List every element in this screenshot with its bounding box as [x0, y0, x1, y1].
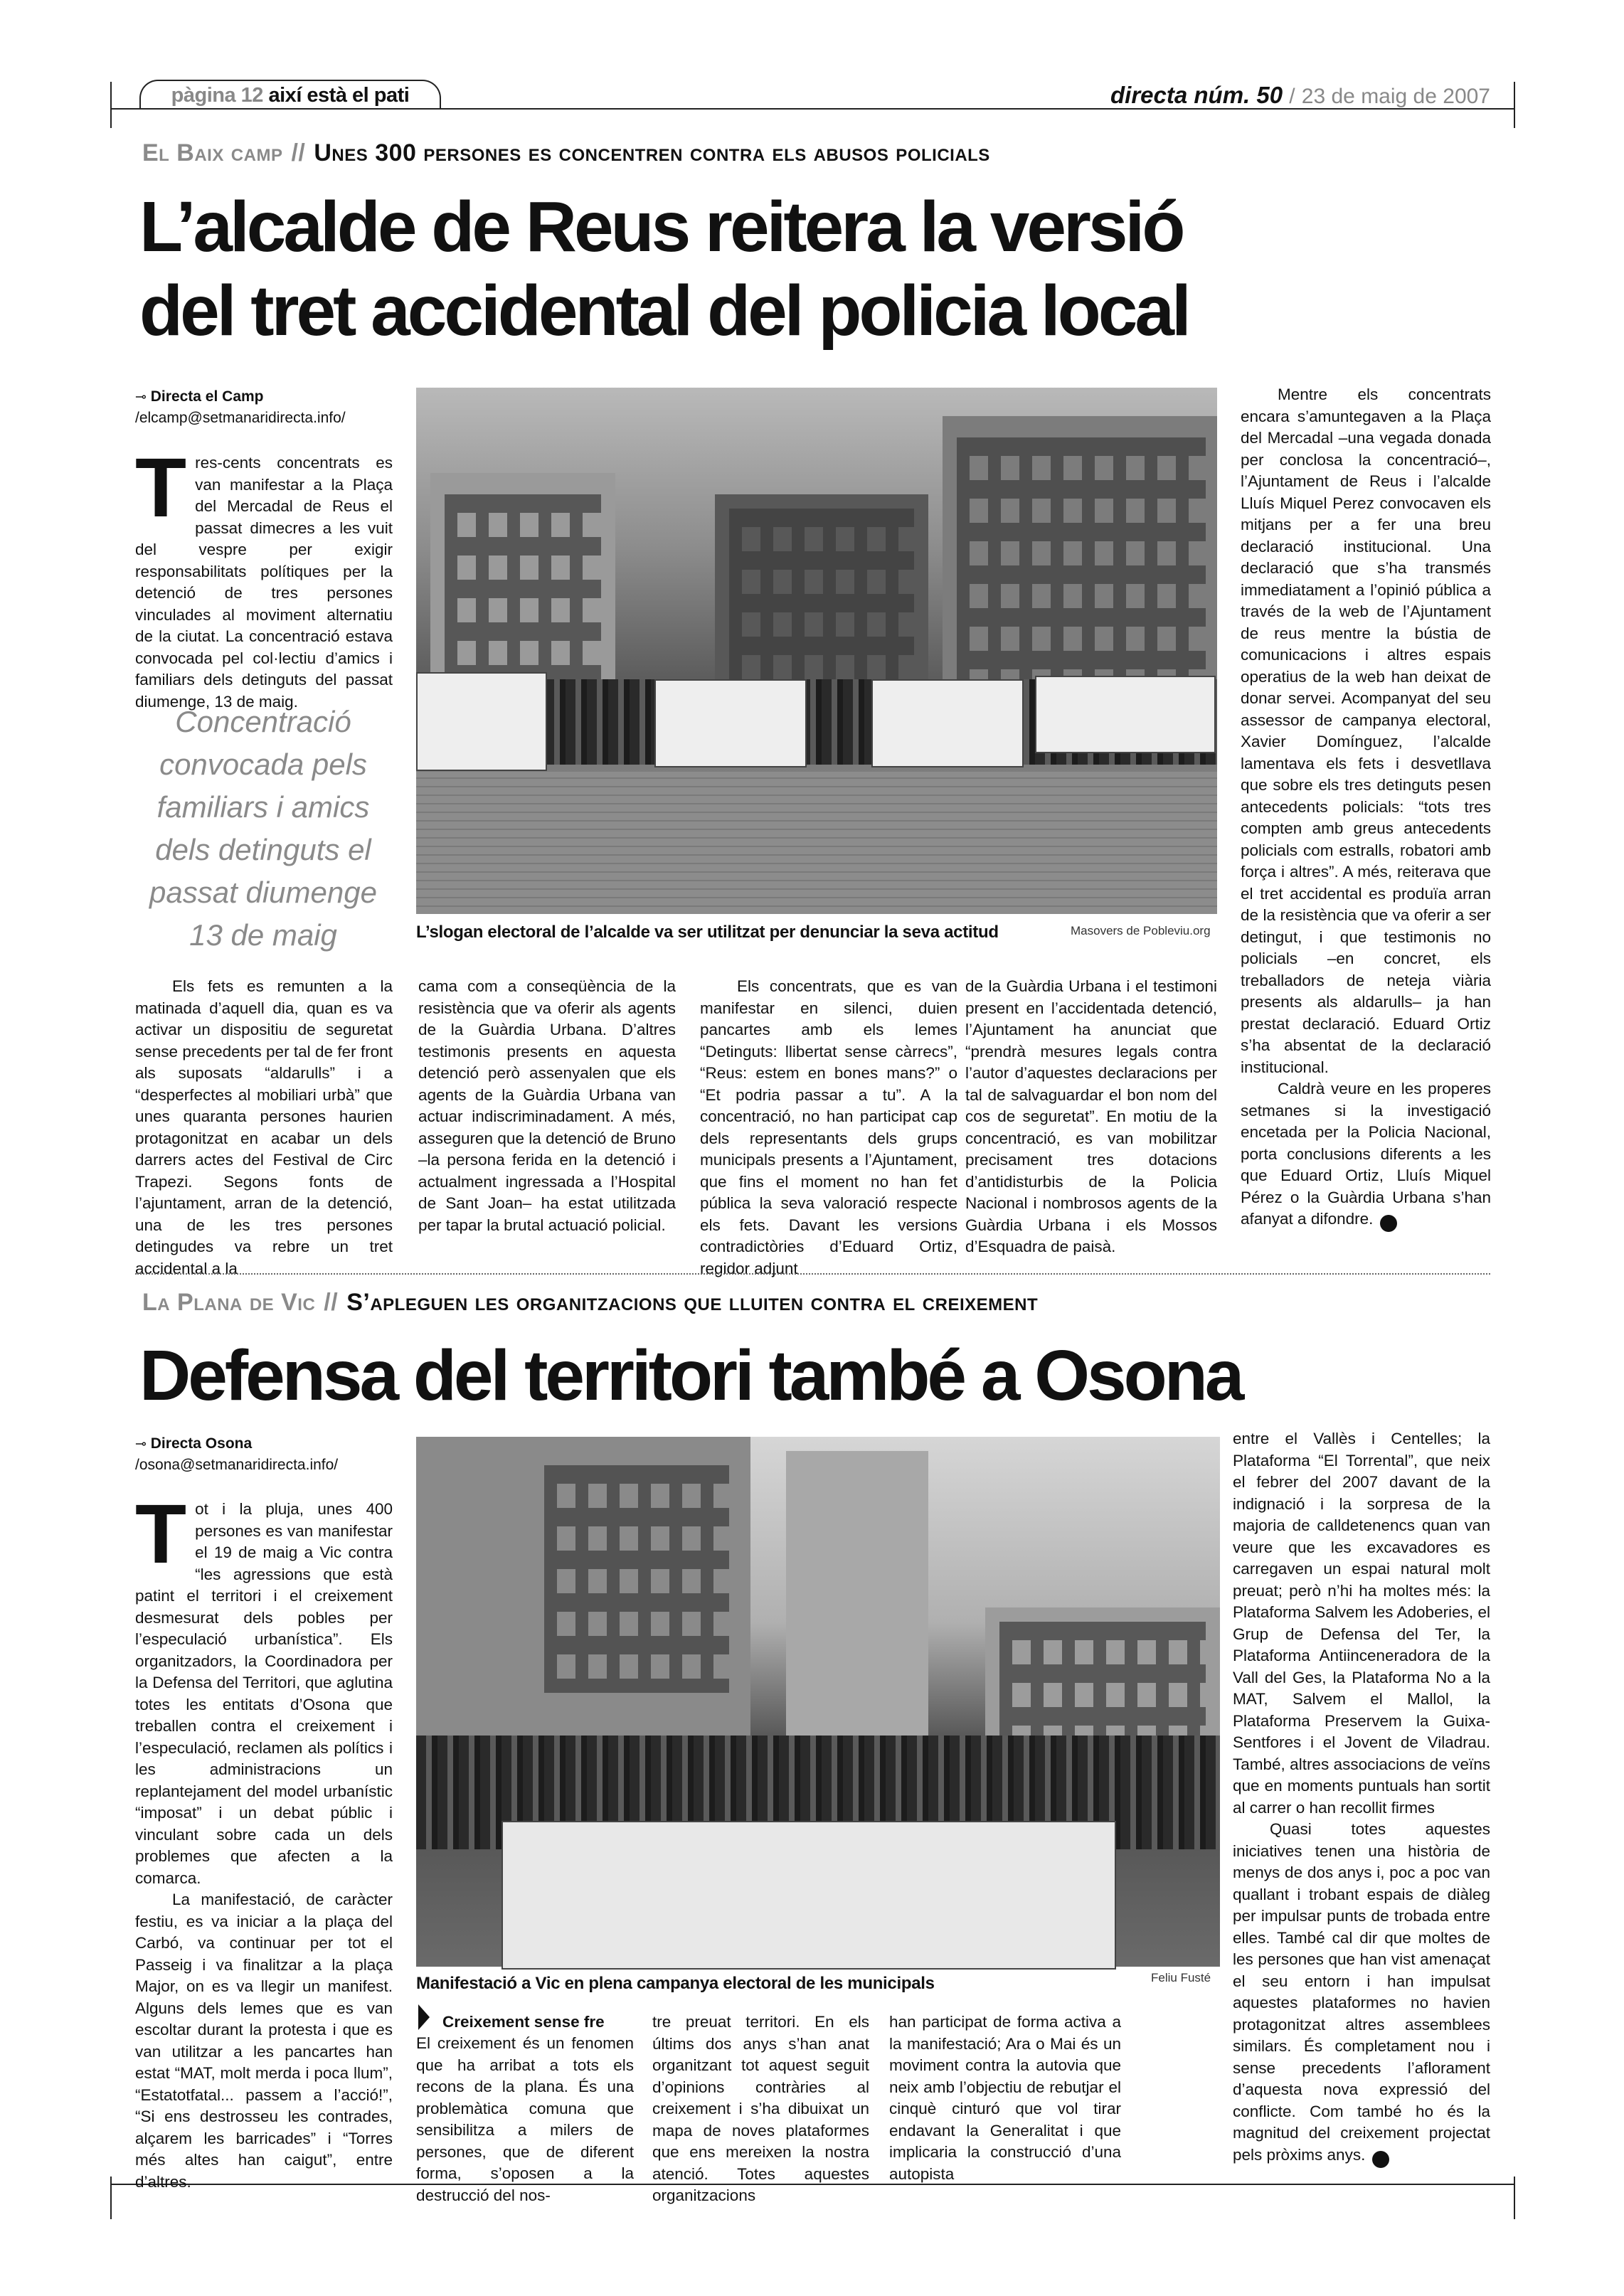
issue-info — [1110, 81, 1490, 111]
article2-column-3 — [652, 2011, 869, 2204]
article1-right-column — [1241, 384, 1491, 1266]
kicker-section: El Baix camp — [142, 139, 283, 166]
article1-kicker — [142, 139, 990, 167]
paragraph: entre el Vallès i Centelles; la Plataforma “El Torrental”, que neix el febrer del 2007 davant de la indignació i la sorpresa de la majoria de calldetenencs quan van veure que les excavadores es carregaven un espai natural molt preuat; però n’hi ha moltes més: la Plataforma Salvem les Adoberies, el Grup de Defensa del Ter, la Plataforma Antiinceneradora de la Vall del Ges, la Plataforma No a la MAT, Salvem el Mallol, la Plataforma Preservem la Guixa-Sentfores i el Jovent de Viladrau. També, altres associacions de veïns que en moments puntuals han sortit al carrer o han recollit firmes — [1233, 1430, 1490, 1817]
paragraph: Els fets es remunten a la matinada d’aquell dia, quan es va activar un dispositiu de seguretat sense precedents per tal de fer front als suposats “aldarulls” i a “desperfectes al mobiliari urbà” que unes quaranta persones haurien protagonitzat en acabar un dels darrers actes del Festival de Circ Trapezi. Segons fonts de l’ajuntament, arran de la detenció, una de les tres persones detingudes va rebre un tret accidental a la — [135, 977, 393, 1277]
left-margin-rule — [110, 82, 112, 128]
article1-column-1 — [135, 976, 393, 1277]
article1-headline-line2: del tret accidental del policia local — [139, 271, 1189, 351]
paragraph — [1233, 1819, 1490, 2168]
photo-banner — [654, 679, 807, 767]
kicker-text: Unes 300 persones es concentren contra els abusos policials — [314, 139, 990, 166]
photo-windows — [999, 1622, 1206, 1736]
paragraph: Mentre els concentrats encara s’amuntegaven a la Plaça del Mercadal –una vegada donada per conclosa la concentració–, l’Ajuntament de Reus i l’alcalde Lluís Miquel Perez convocaven els mitjans per a fer una breu declaració institucional. Una declaració que s’ha transmés immediatament a l’opinió pública a través de la web de l’Ajuntament de reus mentre la bústia de comunicacions i altres espais operatius de la web han deixat de donar servei. Acompanyat del seu assessor de campanya electoral, Xavier Domínguez, l’alcalde lamentava els fets i desvetllava que sobre els tres detinguts pesen antecedents policials: “tots tres compten amb greus antecedents policials com estralls, robatori amb força i altres”. A més, reiterava que el tret accidental es produïa arran de la resistència que va oferir a ser detingut, i que testimonis no policials –en concret, els treballadors de neteja viària presents als aldarulls– ja han prestat declaració. Eduard Ortiz s’ha absentat de la declaració institucional. — [1241, 386, 1491, 1076]
end-of-article-icon: d — [1380, 1215, 1397, 1232]
article-separator — [135, 1273, 1490, 1275]
pull-quote: Concentració convocada pels familiars i amics dels detinguts el passat diumenge 13 de maig — [149, 705, 377, 952]
article2-photo-credit: Feliu Fusté — [1151, 1971, 1211, 1984]
paragraph: El creixement és un fenomen que ha arribat a tots els recons de la plana. És una problemàtica comuna que sensibilitza a milers de persones, que de diferent forma, s’oposen a la destrucció del nos- — [416, 2034, 634, 2204]
article2-byline — [135, 1433, 398, 1475]
byline-author: Directa Osona — [150, 1435, 253, 1452]
publication-name: directa núm. 50 — [1110, 82, 1283, 108]
photo-banner — [1035, 676, 1216, 753]
paragraph: de la Guàrdia Urbana i el testimoni present en l’accidentada detenció, l’Ajuntament ha anunciat que “prendrà mesures legals contra l’autor d’aquestes declaracions per tal de salvaguardar el bon nom del cos de seguretat”. En motiu de la concentració, es van mobilitzar precisament tres dotacions d’antidisturbis de la Policia Nacional i nombrosos agents de la Guàrdia Urbana i els Mossos d’Esquadra de paisà. — [965, 977, 1217, 1255]
subhead-arrow-icon — [418, 2004, 430, 2030]
article1-photo — [416, 388, 1217, 914]
page-number: pàgina 12 — [171, 84, 263, 107]
photo-windows — [729, 509, 914, 679]
drop-cap: T — [135, 1487, 187, 1581]
article2-column-2 — [416, 2033, 634, 2204]
paragraph: tre preuat territori. En els últims dos anys s’han anat organitzant tot aquest seguit d’opinions contràries al creixement i s’ha dibuixat un mapa de noves plataformes que ens mereixen la nostra atenció. Totes aquestes organitzacions — [652, 2013, 869, 2204]
issue-date: 23 de maig de 2007 — [1301, 85, 1490, 108]
right-margin-rule-bottom — [1514, 2177, 1515, 2219]
photo-windows — [957, 437, 1206, 679]
paragraph-text: Quasi totes aquestes iniciatives tenen una història de menys de dos anys i, poc a poc van quallant i trobant espais de diàleg per impulsar punts de trobada entre elles. També cal dir que moltes de les persones que han vist amenaçat el seu entorn i han impulsat aquestes plataformes no havien protagonitzat altres assemblees similars. És completament nou i sense precedents l’aflorament d’aquesta nova expressió del conflicte. Com també ho és la magnitud del creixement projectat pels pròxims anys. — [1233, 1820, 1490, 2164]
article1-photo-caption: L’slogan electoral de l’alcalde va ser utilitzat per denunciar la seva actitud — [416, 923, 999, 942]
kicker-slashes: // — [291, 139, 306, 166]
photo-building — [786, 1451, 928, 1736]
article1-column-3 — [700, 976, 957, 1277]
paragraph-text: Caldrà veure en les properes setmanes si la investigació encetada per la Policia Nacional, porta conclusions diferents a les que Eduard Ortiz, Lluís Miquel Pérez o la Guàrdia Urbana s’han afanyat a difondre. — [1241, 1080, 1491, 1228]
intro-text: ot i la pluja, unes 400 persones es van manifestar el 19 de maig a Vic contra “les agressions que està patint el territori i el creixement desmesurat dels pobles per l’especulació urbanística”. Els organitzadors, la Coordinadora per la Defensa del Territori, que aglutina totes les entitats d’Osona que treballen contra el creixement i l’especulació, reclamen als polítics i les administracions un replantejament del model urbanístic “imposat” i un debat públic i vinculant sobre cada un dels problemes que afecten a la comarca. — [135, 1500, 393, 1887]
byline-email[interactable]: /osona@setmanaridirecta.info/ — [135, 1457, 339, 1473]
article1-headline-line1: L’alcalde de Reus reitera la versió — [139, 187, 1183, 267]
paragraph — [1241, 1078, 1491, 1232]
paragraph: La manifestació, de caràcter festiu, es va iniciar a la plaça del Carbó, va continuar per tot el Passeig i va finalitzar a la plaça Major, on es va llegir un manifest. Alguns dels lemes que es van escoltar durant la protesta i que es van utilitzar a les pancartes han estat “MAT, molt merda i poca llum”, “Estatotfatal... passem a l’acció!”, “Si ens destrosseu les contrades, alçarem les barricades” i “Torres més altes han caigut”, entre d’altres. — [135, 1891, 393, 2191]
paragraph: Els concentrats, que es van manifestar en silenci, duien pancartes amb els lemes “Detinguts: llibertat sense càrrecs”, “Reus: estem en bones mans?” o “Et podria passar a tu”. A la concentració, no han participat cap dels representants dels grups municipals presents a l’Ajuntament, que fins el moment no han fet pública la seva valoració respecte els fets. Davant les versions contradictòries d’Eduard Ortiz, regidor adjunt — [700, 977, 957, 1277]
article1-byline — [135, 386, 398, 428]
kicker-slashes: // — [324, 1289, 339, 1316]
paragraph: cama com a conseqüència de la resistència que va oferir als agents de la Guàrdia Urbana. D’altres testimonis presents en aquesta detenció però assenyalen que els agents de la Guàrdia Urbana van actuar indiscriminadament. A més, asseguren que la detenció de Bruno –la persona ferida en la detenció i actualment ingressada a l’Hospital de Sant Joan– ha estat utilitzada per tapar la brutal actuació policial. — [418, 977, 676, 1234]
left-margin-rule-bottom — [110, 2177, 112, 2219]
kicker-section: La Plana de Vic — [142, 1289, 316, 1316]
eye-arrow-icon: ⊸ — [135, 390, 147, 405]
photo-windows — [445, 494, 601, 679]
section-name: així està el pati — [268, 84, 410, 107]
article1-column-4 — [965, 976, 1217, 1266]
paragraph: han participat de forma activa a la manifestació; Ara o Mai és un moviment contra la autovia que neix amb l’objectiu de rebutjar el cinquè cinturó que vol tirar endavant la Generalitat i que implicaria la construcció d’una autopista — [889, 2013, 1121, 2183]
photo-banner — [416, 672, 547, 771]
photo-banner — [501, 1821, 1116, 1970]
end-of-article-icon: d — [1372, 2151, 1389, 2168]
article2-photo — [416, 1437, 1220, 1967]
article2-left-column — [135, 1487, 393, 2191]
eye-arrow-icon: ⊸ — [135, 1437, 147, 1452]
drop-cap: T — [135, 441, 187, 535]
article2-photo-caption: Manifestació a Vic en plena campanya electoral de les municipals — [416, 1974, 935, 1993]
article2-right-column — [1233, 1428, 1490, 2175]
photo-paving — [416, 772, 1217, 914]
article1-intro — [135, 441, 393, 711]
kicker-text: S’apleguen les organitzacions que lluiten contra el creixement — [346, 1289, 1039, 1316]
article2-kicker — [142, 1289, 1038, 1317]
article2-subhead: Creixement sense fre — [442, 2013, 605, 2031]
photo-windows — [544, 1465, 729, 1693]
intro-text: res-cents concentrats es van manifestar a la Plaça del Mercadal de Reus el passat dimecres a les vuit del vespre per exigir responsabilitats polítiques per la detenció de tres persones vinculades al moviment alternatiu de la ciutat. La concentració estava convocada pel col·lectiu d’amics i familiars dels detinguts del passat diumenge, 13 de maig. — [135, 454, 393, 711]
right-margin-rule — [1514, 82, 1515, 128]
article2-column-4 — [889, 2011, 1121, 2183]
article1-column-2 — [418, 976, 676, 1266]
article1-photo-credit: Masovers de Pobleviu.org — [1071, 924, 1211, 937]
issue-separator: / — [1289, 85, 1295, 108]
byline-author: Directa el Camp — [150, 388, 264, 405]
page-section-tab — [139, 80, 441, 110]
photo-banner — [871, 679, 1024, 767]
article2-headline: Defensa del territori també a Osona — [139, 1336, 1242, 1415]
byline-email[interactable]: /elcamp@setmanaridirecta.info/ — [135, 410, 346, 426]
